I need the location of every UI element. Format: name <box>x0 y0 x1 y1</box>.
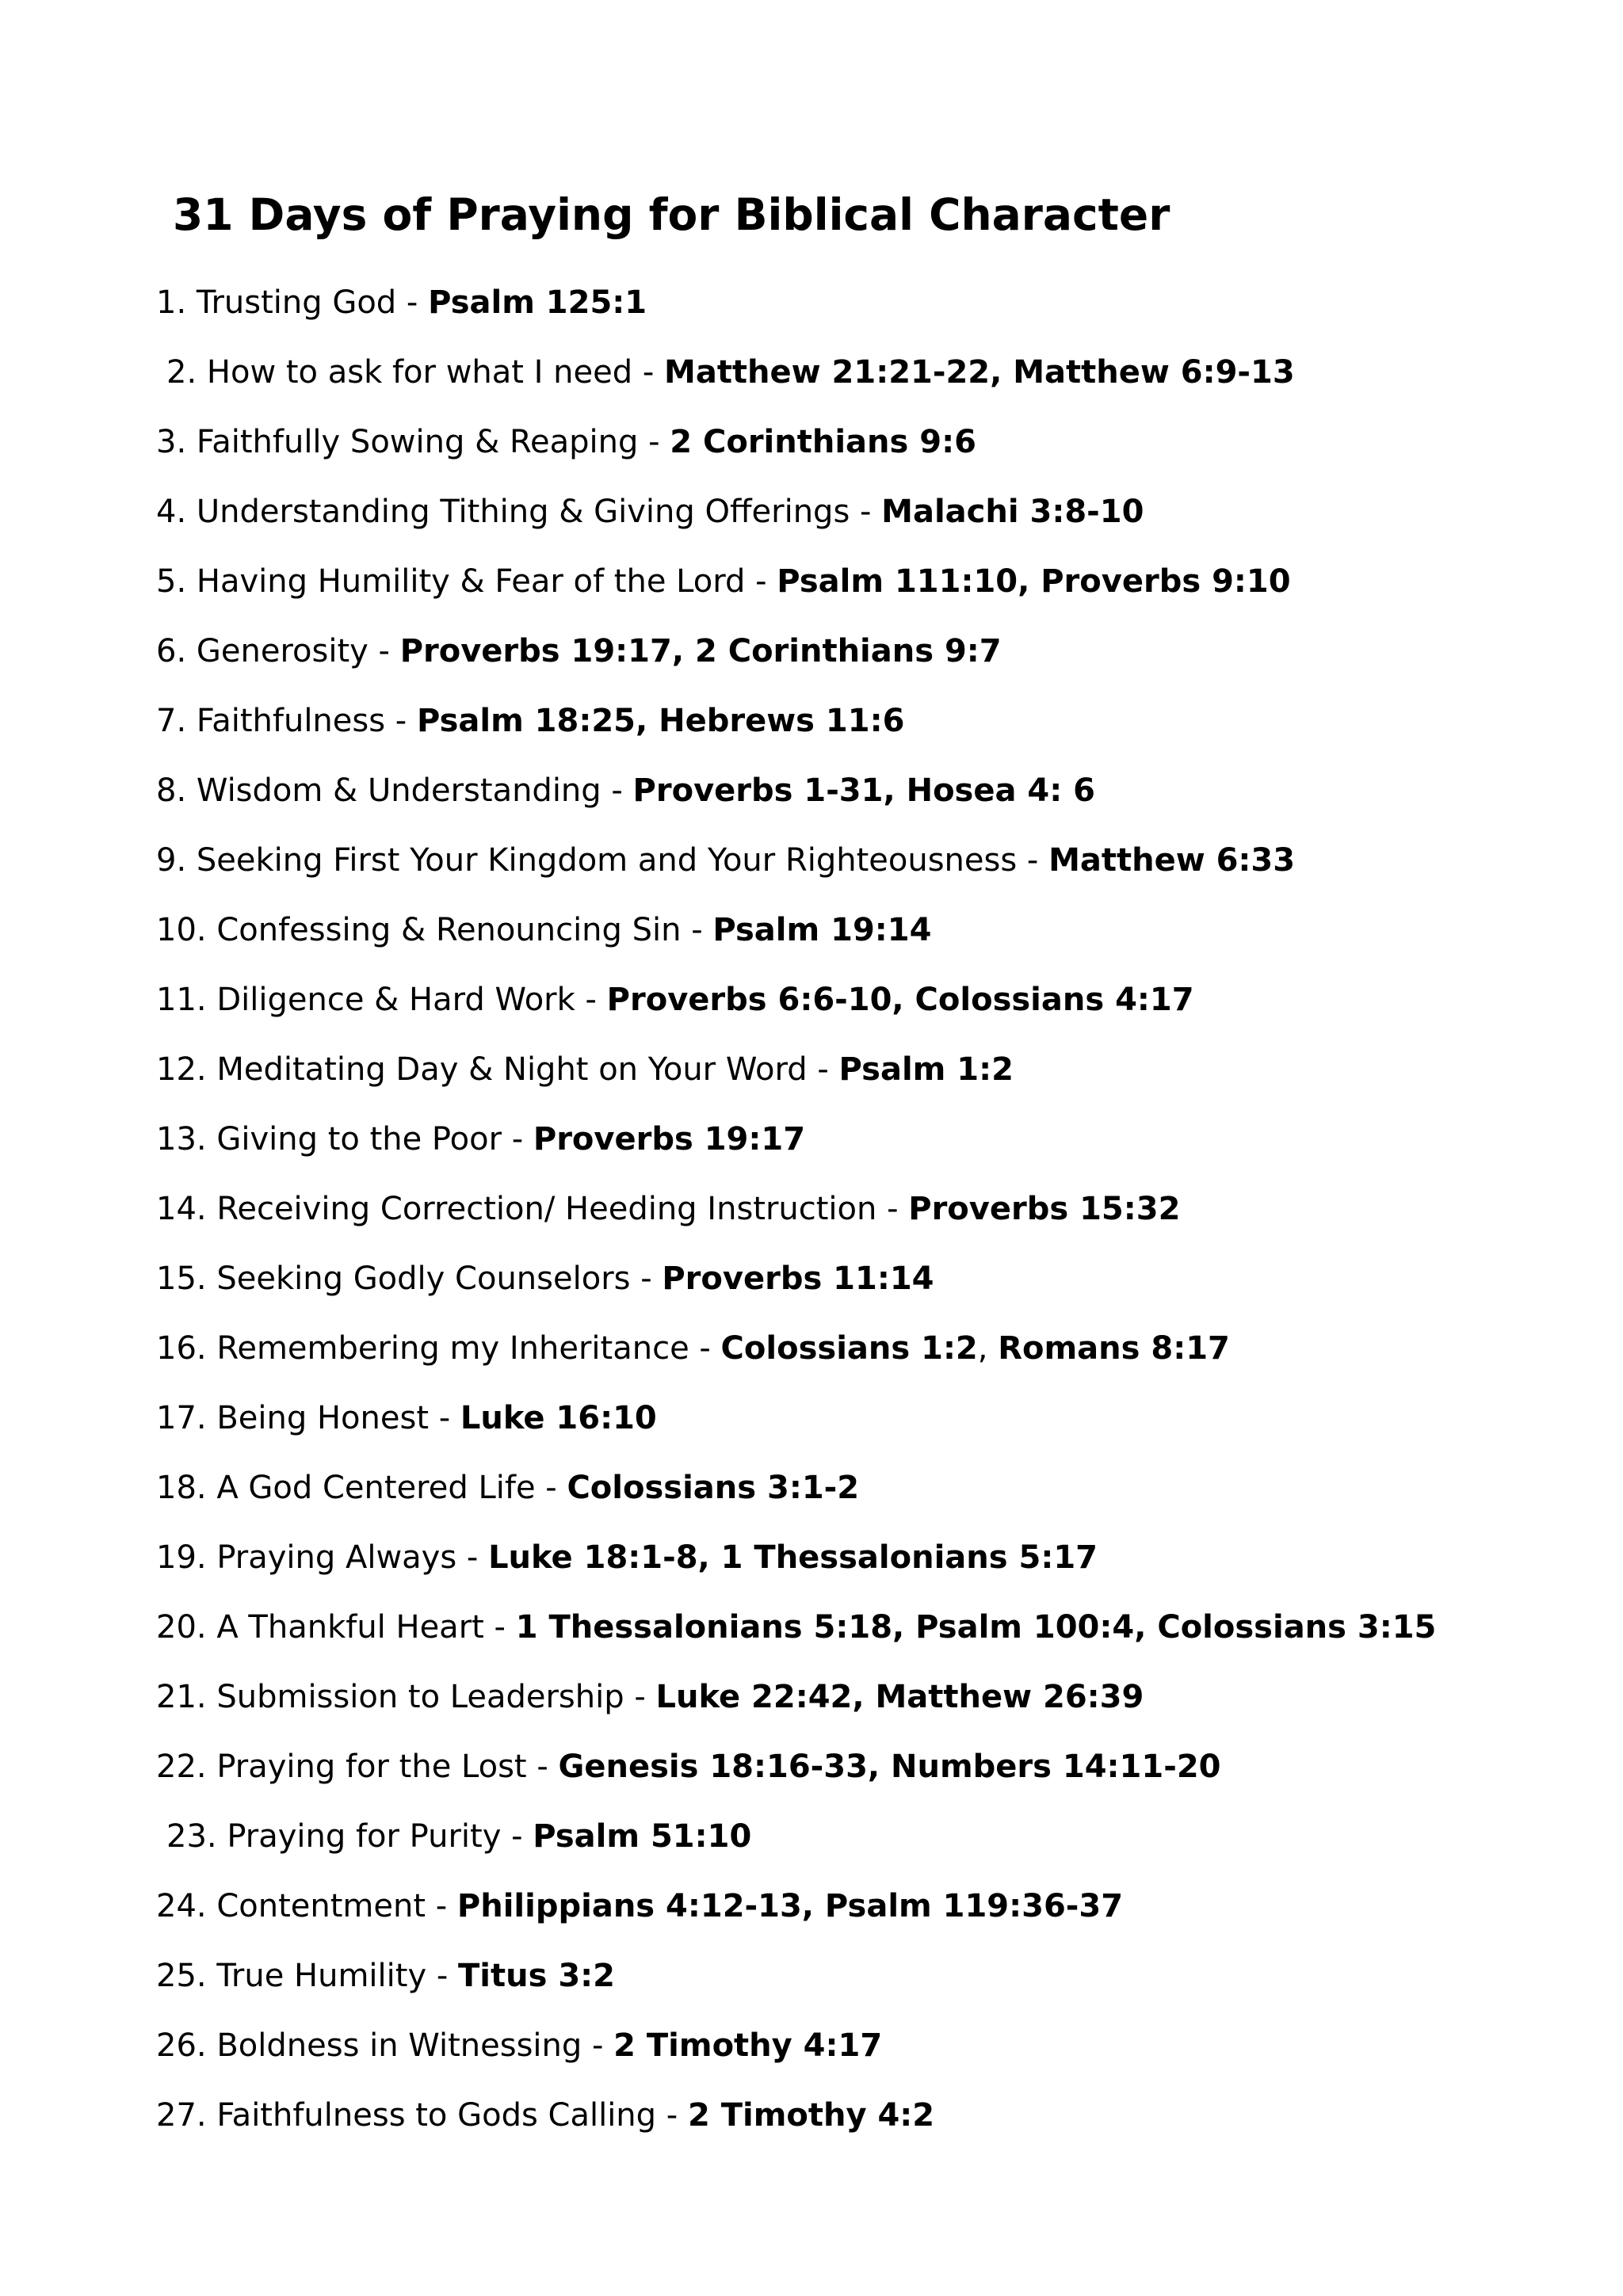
list-item: 11. Diligence & Hard Work - Proverbs 6:6-10, Colossians 4:17 <box>156 982 1194 1018</box>
list-item: 26. Boldness in Witnessing - 2 Timothy 4:17 <box>156 2027 883 2064</box>
list-item: 9. Seeking First Your Kingdom and Your Righteousness - Matthew 6:33 <box>156 842 1296 879</box>
item-topic: Faithfulness <box>196 703 386 739</box>
item-topic: True Humility <box>216 1958 427 1994</box>
list-item: 3. Faithfully Sowing & Reaping - 2 Corinthians 9:6 <box>156 424 976 460</box>
scripture-reference: Romans 8:17 <box>998 1330 1230 1367</box>
item-topic: Contentment <box>216 1888 426 1924</box>
item-topic: Praying Always <box>216 1539 457 1576</box>
item-number: 25. <box>156 1958 207 1994</box>
item-number: 11. <box>156 982 207 1018</box>
list-item: 5. Having Humility & Fear of the Lord - Psalm 111:10, Proverbs 9:10 <box>156 563 1291 600</box>
list-item: 1. Trusting God - Psalm 125:1 <box>156 284 647 321</box>
list-item: 8. Wisdom & Understanding - Proverbs 1-31, Hosea 4: 6 <box>156 772 1095 809</box>
list-item: 25. True Humility - Titus 3:2 <box>156 1958 615 1994</box>
scripture-reference: Genesis 18:16-33, Numbers 14:11-20 <box>558 1749 1221 1785</box>
list-item: 13. Giving to the Poor - Proverbs 19:17 <box>156 1121 806 1158</box>
scripture-reference: Psalm 19:14 <box>712 912 932 948</box>
list-item: 17. Being Honest - Luke 16:10 <box>156 1400 657 1436</box>
item-topic: Giving to the Poor <box>216 1121 502 1158</box>
item-topic: A Thankful Heart <box>216 1609 484 1646</box>
scripture-reference: Proverbs 19:17 <box>533 1121 806 1158</box>
item-number: 2. <box>166 354 197 391</box>
list-item: 18. A God Centered Life - Colossians 3:1-2 <box>156 1470 860 1506</box>
item-topic: Submission to Leadership <box>216 1679 624 1715</box>
item-topic: Boldness in Witnessing <box>216 2027 582 2064</box>
item-number: 17. <box>156 1400 207 1436</box>
list-item: 15. Seeking Godly Counselors - Proverbs 11:14 <box>156 1261 934 1297</box>
list-item: 14. Receiving Correction/ Heeding Instruction - Proverbs 15:32 <box>156 1191 1181 1227</box>
item-number: 4. <box>156 494 187 530</box>
list-item: 21. Submission to Leadership - Luke 22:42, Matthew 26:39 <box>156 1679 1144 1715</box>
list-item: 19. Praying Always - Luke 18:1-8, 1 Thessalonians 5:17 <box>156 1539 1098 1576</box>
scripture-reference: Matthew 6:33 <box>1048 842 1296 879</box>
list-item: 4. Understanding Tithing & Giving Offerings - Malachi 3:8-10 <box>156 494 1144 530</box>
item-number: 27. <box>156 2097 207 2134</box>
scripture-reference: 2 Corinthians 9:6 <box>670 424 976 460</box>
list-item: 22. Praying for the Lost - Genesis 18:16-33, Numbers 14:11-20 <box>156 1749 1221 1785</box>
scripture-reference: Philippians 4:12-13, Psalm 119:36-37 <box>456 1888 1124 1924</box>
item-number: 10. <box>156 912 207 948</box>
scripture-reference: 1 Thessalonians 5:18, Psalm 100:4, Colossians 3:15 <box>515 1609 1437 1646</box>
list-item: 23. Praying for Purity - Psalm 51:10 <box>166 1818 752 1855</box>
scripture-reference: Colossians 3:1-2 <box>567 1470 860 1506</box>
scripture-reference: Proverbs 1-31, Hosea 4: 6 <box>632 772 1095 809</box>
item-number: 6. <box>156 633 187 669</box>
item-number: 7. <box>156 703 187 739</box>
item-topic: Faithfulness to Gods Calling <box>216 2097 657 2134</box>
list-item: 10. Confessing & Renouncing Sin - Psalm 19:14 <box>156 912 932 948</box>
list-item: 24. Contentment - Philippians 4:12-13, Psalm 119:36-37 <box>156 1888 1124 1924</box>
scripture-reference: Psalm 1:2 <box>838 1051 1014 1088</box>
item-topic: Remembering my Inheritance <box>216 1330 689 1367</box>
item-number: 9. <box>156 842 187 879</box>
item-topic: Faithfully Sowing & Reaping <box>196 424 639 460</box>
scripture-reference: 2 Timothy 4:17 <box>613 2027 883 2064</box>
scripture-reference: 2 Timothy 4:2 <box>687 2097 935 2134</box>
item-number: 16. <box>156 1330 207 1367</box>
item-number: 14. <box>156 1191 207 1227</box>
item-number: 21. <box>156 1679 207 1715</box>
scripture-reference: Colossians 1:2 <box>720 1330 978 1367</box>
item-number: 18. <box>156 1470 207 1506</box>
item-number: 3. <box>156 424 187 460</box>
item-topic: How to ask for what I need <box>206 354 633 391</box>
item-topic: Praying for the Lost <box>216 1749 527 1785</box>
item-topic: Having Humility & Fear of the Lord <box>196 563 746 600</box>
item-number: 19. <box>156 1539 207 1576</box>
scripture-reference: Psalm 125:1 <box>428 284 647 321</box>
scripture-reference: Psalm 51:10 <box>533 1818 752 1855</box>
item-number: 20. <box>156 1609 207 1646</box>
scripture-reference: Psalm 111:10, Proverbs 9:10 <box>777 563 1291 600</box>
scripture-reference: Luke 18:1-8, 1 Thessalonians 5:17 <box>488 1539 1098 1576</box>
scripture-reference: Proverbs 19:17, 2 Corinthians 9:7 <box>399 633 1002 669</box>
scripture-reference: Proverbs 15:32 <box>908 1191 1181 1227</box>
scripture-reference: Psalm 18:25, Hebrews 11:6 <box>416 703 905 739</box>
document-title: 31 Days of Praying for Biblical Character <box>173 189 1170 240</box>
scripture-reference: Titus 3:2 <box>457 1958 615 1994</box>
list-item: 27. Faithfulness to Gods Calling - 2 Timothy 4:2 <box>156 2097 935 2134</box>
item-topic: Being Honest <box>216 1400 429 1436</box>
item-number: 1. <box>156 284 187 321</box>
item-number: 24. <box>156 1888 207 1924</box>
scripture-reference: Luke 22:42, Matthew 26:39 <box>655 1679 1144 1715</box>
scripture-reference: Proverbs 6:6-10, Colossians 4:17 <box>606 982 1194 1018</box>
list-item: 7. Faithfulness - Psalm 18:25, Hebrews 11:6 <box>156 703 905 739</box>
list-item: 2. How to ask for what I need - Matthew 21:21-22, Matthew 6:9-13 <box>166 354 1295 391</box>
item-number: 5. <box>156 563 187 600</box>
item-topic: Seeking Godly Counselors <box>216 1261 631 1297</box>
item-topic: Understanding Tithing & Giving Offerings <box>196 494 850 530</box>
item-number: 26. <box>156 2027 207 2064</box>
list-item: 20. A Thankful Heart - 1 Thessalonians 5:18, Psalm 100:4, Colossians 3:15 <box>156 1609 1437 1646</box>
item-number: 15. <box>156 1261 207 1297</box>
scripture-reference: Malachi 3:8-10 <box>881 494 1144 530</box>
item-topic: Wisdom & Understanding <box>196 772 601 809</box>
item-topic: Seeking First Your Kingdom and Your Righteousness <box>196 842 1018 879</box>
prayer-list <box>156 279 1436 2161</box>
item-topic: Confessing & Renouncing Sin <box>216 912 682 948</box>
list-item: 16. Remembering my Inheritance - Colossians 1:2, Romans 8:17 <box>156 1330 1230 1367</box>
item-number: 8. <box>156 772 187 809</box>
item-topic: Trusting God <box>196 284 397 321</box>
list-item: 6. Generosity - Proverbs 19:17, 2 Corinthians 9:7 <box>156 633 1002 669</box>
scripture-reference: Proverbs 11:14 <box>662 1261 934 1297</box>
item-topic: Diligence & Hard Work <box>216 982 575 1018</box>
item-topic: Praying for Purity <box>227 1818 502 1855</box>
item-topic: Receiving Correction/ Heeding Instruction <box>216 1191 877 1227</box>
item-topic: A God Centered Life <box>216 1470 536 1506</box>
item-number: 12. <box>156 1051 207 1088</box>
scripture-reference: Luke 16:10 <box>460 1400 657 1436</box>
scripture-reference: Matthew 21:21-22, Matthew 6:9-13 <box>664 354 1295 391</box>
item-topic: Generosity <box>196 633 369 669</box>
item-topic: Meditating Day & Night on Your Word <box>216 1051 808 1088</box>
item-number: 13. <box>156 1121 207 1158</box>
list-item: 12. Meditating Day & Night on Your Word - Psalm 1:2 <box>156 1051 1014 1088</box>
item-number: 23. <box>166 1818 217 1855</box>
item-number: 22. <box>156 1749 207 1785</box>
